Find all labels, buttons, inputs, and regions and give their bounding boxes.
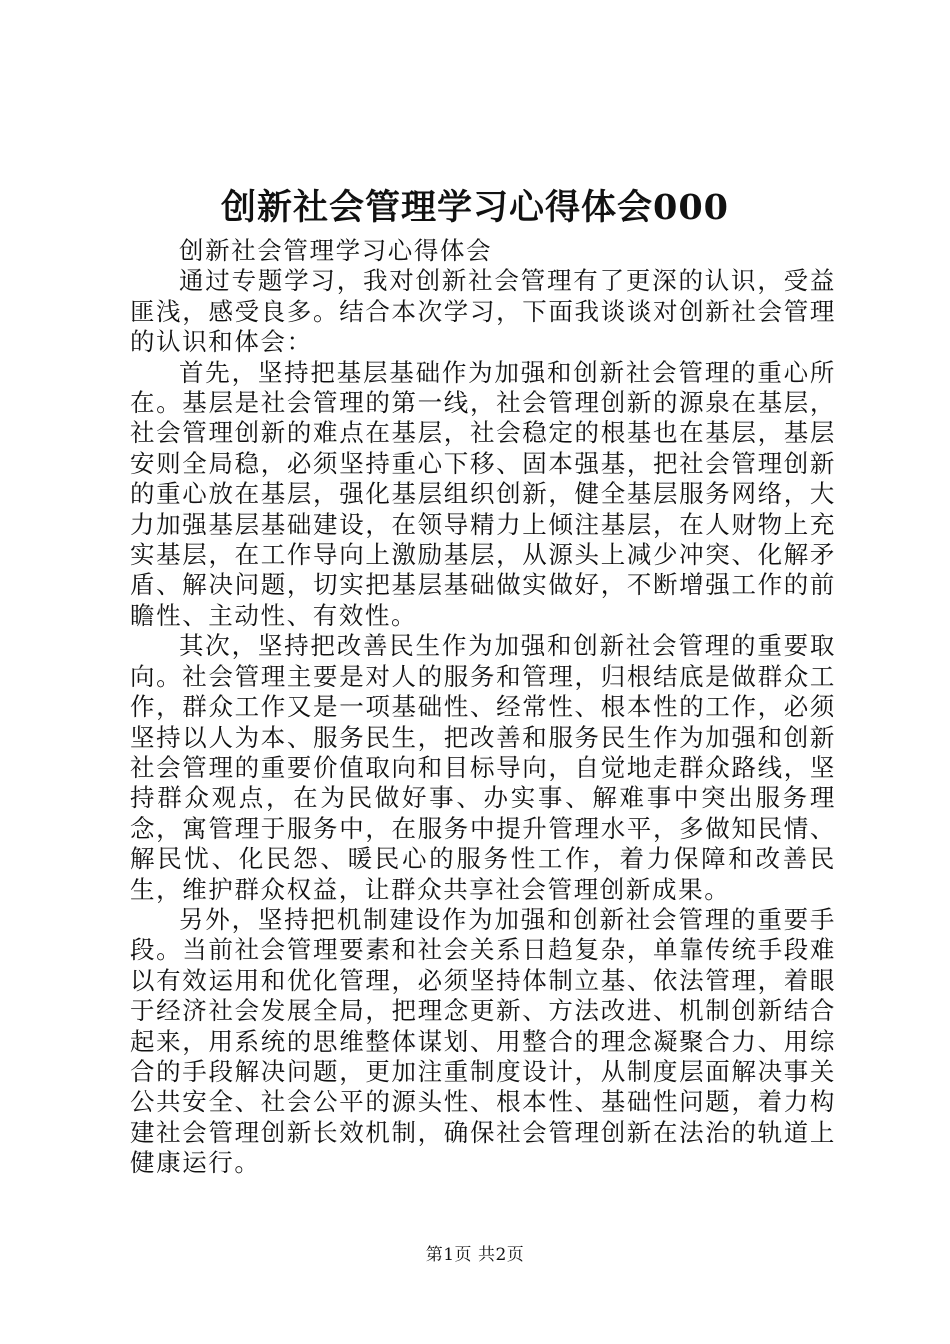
paragraph-first-point: 首先，坚持把基层基础作为加强和创新社会管理的重心所在。基层是社会管理的第一线，社会管理创新的源泉在基层，社会管理创新的难点在基层，社会稳定的根基也在基层，基层安则全局稳，必须坚持重心下移、固本强基，把社会管理创新的重心放在基层，强化基层组织创新，健全基层服务网络，大力加强基层基础建设，在领导精力上倾注基层，在人财物上充实基层，在工作导向上激励基层，从源头上减少冲突、化解矛盾、解决问题，切实把基层基础做实做好，不断增强工作的前瞻性、主动性、有效性。 <box>130 357 836 630</box>
paragraph-second-point: 其次，坚持把改善民生作为加强和创新社会管理的重要取向。社会管理主要是对人的服务和管理，归根结底是做群众工作，群众工作又是一项基础性、经常性、根本性的工作，必须坚持以人为本、服务民生，把改善和服务民生作为加强和创新社会管理的重要价值取向和目标导向，自觉地走群众路线，坚持群众观点，在为民做好事、办实事、解难事中突出服务理念，寓管理于服务中，在服务中提升管理水平，多做知民情、解民忧、化民怨、暖民心的服务性工作，着力保障和改善民生，维护群众权益，让群众共享社会管理创新成果。 <box>130 631 836 904</box>
document-body <box>130 236 836 1179</box>
page-footer: 第1页 共2页 <box>425 1245 525 1265</box>
paragraph-subtitle: 创新社会管理学习心得体会 <box>179 236 493 265</box>
document-title: 创新社会管理学习心得体会000 <box>220 187 730 228</box>
paragraph-third-point: 另外，坚持把机制建设作为加强和创新社会管理的重要手段。当前社会管理要素和社会关系日趋复杂，单靠传统手段难以有效运用和优化管理，必须坚持体制立基、依法管理，着眼于经济社会发展全局，把理念更新、方法改进、机制创新结合起来，用系统的思维整体谋划、用整合的理念凝聚合力、用综合的手段解决问题，更加注重制度设计，从制度层面解决事关公共安全、社会公平的源头性、根本性、基础性问题，着力构建社会管理创新长效机制，确保社会管理创新在法治的轨道上健康运行。 <box>130 904 836 1178</box>
paragraph-intro: 通过专题学习，我对创新社会管理有了更深的认识，受益匪浅，感受良多。结合本次学习，下面我谈谈对创新社会管理的认识和体会： <box>130 266 836 357</box>
